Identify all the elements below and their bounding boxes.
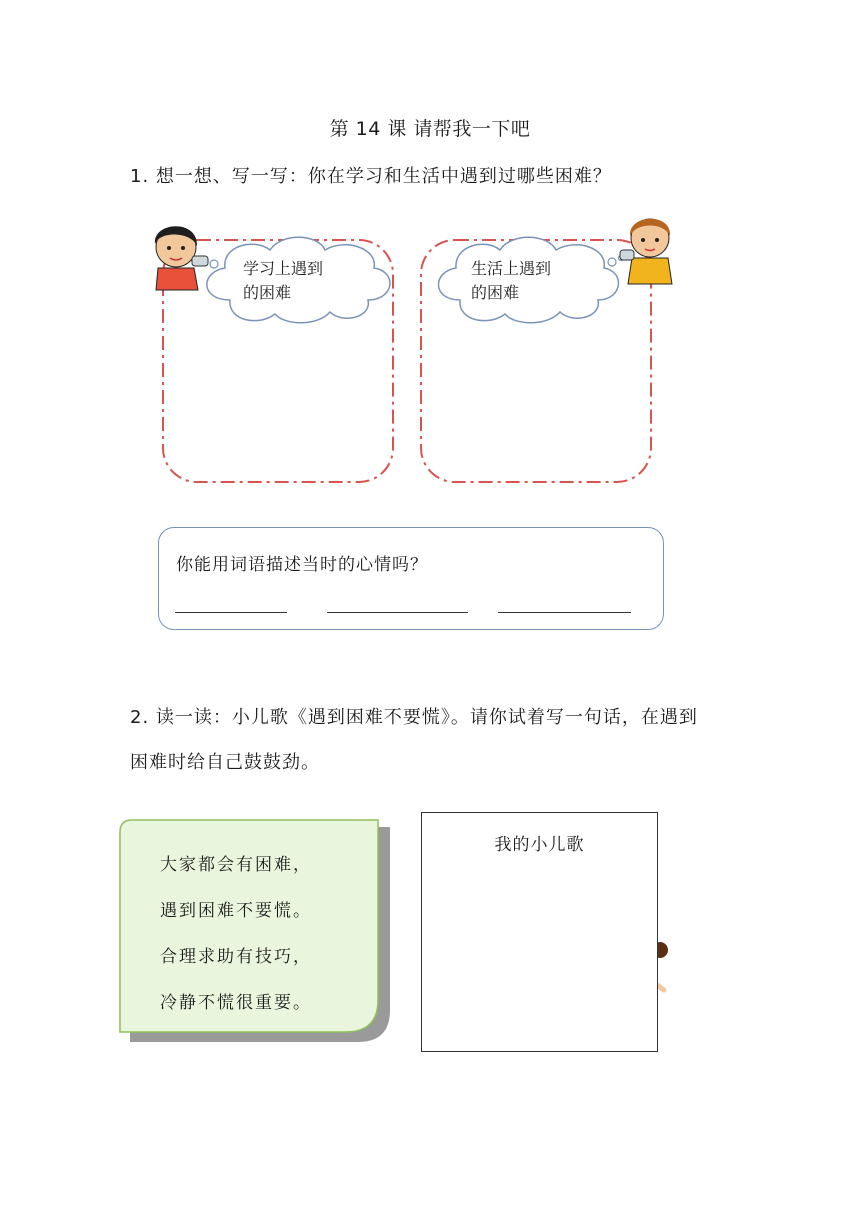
question-1: 1. 想一想、写一写：你在学习和生活中遇到过哪些困难？ [130,166,612,187]
life-bubble-line-2: 的困难 [471,283,520,302]
feeling-blank-2[interactable] [327,612,468,613]
life-bubble-line-1: 生活上遇到 [471,259,552,278]
my-song-title: 我的小儿歌 [494,835,585,855]
poem-line-1: 大家都会有困难， [160,855,312,875]
study-bubble-line-2: 的困难 [243,283,292,302]
lesson-title: 第 14 课 请帮我一下吧 [329,118,531,140]
feeling-blank-1[interactable] [175,612,287,613]
feeling-blank-3[interactable] [498,612,631,613]
thinking-boy-illustration [155,226,208,290]
study-difficulty-writing-area[interactable] [175,330,381,470]
poem-line-4: 冷静不慌很重要。 [160,993,312,1013]
thinking-boy-right-illustration [620,219,672,284]
question-2-line-1: 2. 读一读：小儿歌《遇到困难不要慌》。请你试着写一句话，在遇到 [130,707,698,728]
feeling-box [158,527,664,630]
poem-line-2: 遇到困难不要慌。 [160,901,312,921]
life-difficulty-writing-area[interactable] [433,330,639,470]
poem-line-3: 合理求助有技巧， [160,947,312,967]
study-bubble-line-1: 学习上遇到 [243,259,324,278]
feeling-question: 你能用词语描述当时的心情吗？ [176,555,428,575]
question-2-line-2: 困难时给自己鼓鼓劲。 [130,752,320,773]
